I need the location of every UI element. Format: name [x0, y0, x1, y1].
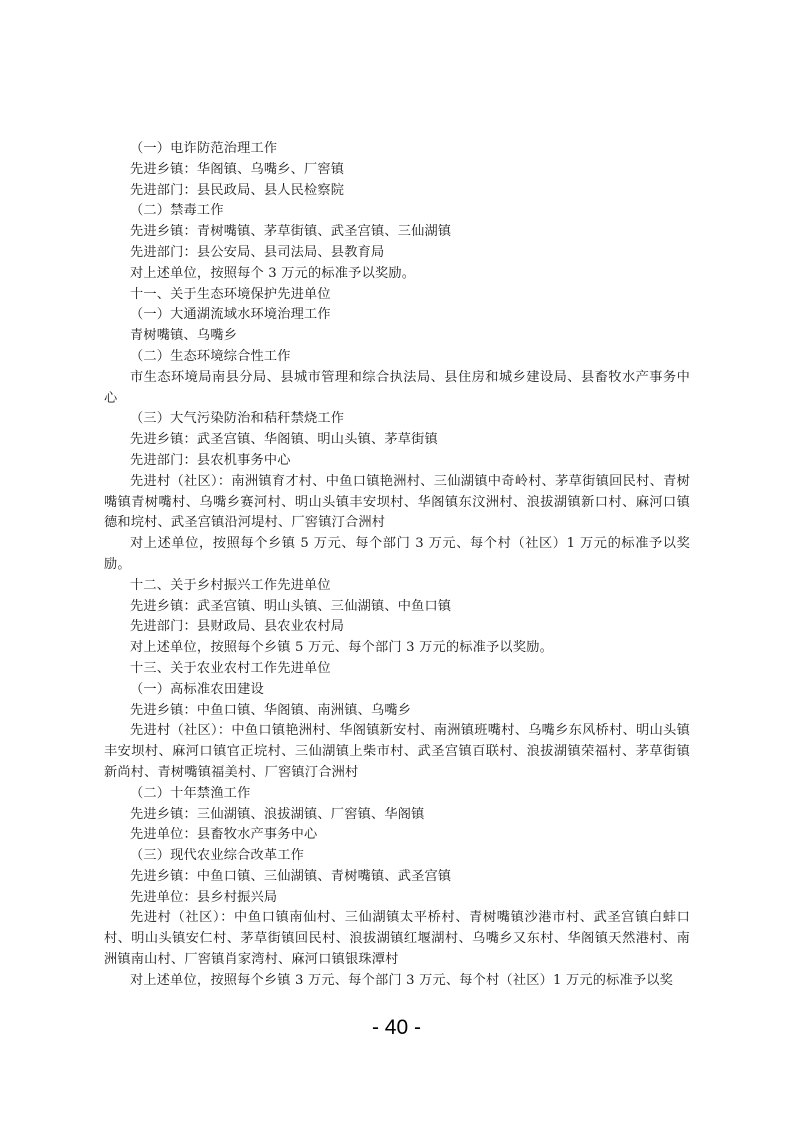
text-line: 先进乡镇：中鱼口镇、三仙湖镇、青树嘴镇、武圣宫镇: [130, 868, 452, 884]
section-heading: （一）高标准农田建设: [130, 681, 264, 697]
section-heading: （二）禁毒工作: [130, 203, 224, 219]
text-line: 先进乡镇：华阁镇、乌嘴乡、厂窖镇: [130, 161, 345, 177]
text-line: 青树嘴镇、乌嘴乡: [130, 328, 238, 344]
text-paragraph: 先进村（社区）：中鱼口镇南仙村、三仙湖镇太平桥村、青树嘴镇沙港市村、武圣宫镇白蚌口村、明山头镇安仁村、茅草街镇回民村、浪拔湖镇红堰湖村、乌嘴乡又东村、华阁镇天然港村、南洲镇南山村、厂窖镇肖家湾村、麻河口镇银珠潭村: [104, 910, 690, 968]
chapter-heading: 十一、关于生态环境保护先进单位: [130, 286, 331, 302]
text-line: 先进乡镇：中鱼口镇、华阁镇、南洲镇、乌嘴乡: [130, 702, 412, 718]
section-heading: （一）大通湖流域水环境治理工作: [130, 307, 331, 323]
chapter-heading: 十二、关于乡村振兴工作先进单位: [130, 577, 331, 593]
document-body: [104, 139, 690, 992]
section-heading: （三）现代农业综合改革工作: [130, 848, 305, 864]
text-line: 先进部门：县民政局、县人民检察院: [130, 182, 345, 198]
page-number: - 40 -: [371, 1016, 421, 1039]
section-heading: （二）生态环境综合性工作: [130, 348, 291, 364]
text-line: 先进乡镇：武圣宫镇、华阁镇、明山头镇、茅草街镇: [130, 432, 438, 448]
text-line: 先进单位：县畜牧水产事务中心: [130, 827, 318, 843]
text-paragraph: 市生态环境局南县分局、县城市管理和综合执法局、县住房和城乡建设局、县畜牧水产事务中心: [104, 369, 690, 406]
text-line: 先进部门：县财政局、县农业农村局: [130, 619, 345, 635]
chapter-heading: 十三、关于农业农村工作先进单位: [130, 660, 331, 676]
section-heading: （三）大气污染防治和秸秆禁烧工作: [130, 411, 345, 427]
section-heading: （一）电诈防范治理工作: [130, 141, 278, 156]
reward-note: 对上述单位，按照每个乡镇 3 万元、每个部门 3 万元、每个村（社区）1 万元的标准予以奖: [130, 972, 674, 988]
reward-note: 对上述单位，按照每个乡镇 5 万元、每个部门 3 万元、每个村（社区）1 万元的标准予以奖励。: [104, 536, 690, 572]
text-line: 先进乡镇：武圣宫镇、明山头镇、三仙湖镇、中鱼口镇: [130, 598, 452, 614]
text-line: 先进部门：县公安局、县司法局、县教育局: [130, 244, 385, 260]
reward-note: 对上述单位，按照每个 3 万元的标准予以奖励。: [130, 265, 416, 281]
section-heading: （二）十年禁渔工作: [130, 785, 251, 801]
text-line: 先进单位：县乡村振兴局: [130, 889, 278, 905]
text-line: 先进部门：县农机事务中心: [130, 452, 291, 468]
text-line: 先进乡镇：青树嘴镇、茅草街镇、武圣宫镇、三仙湖镇: [130, 224, 452, 240]
reward-note: 对上述单位，按照每个乡镇 5 万元、每个部门 3 万元的标准予以奖励。: [130, 640, 553, 656]
text-line: 先进乡镇：三仙湖镇、浪拔湖镇、厂窖镇、华阁镇: [130, 806, 425, 822]
text-paragraph: 先进村（社区）：南洲镇育才村、中鱼口镇艳洲村、三仙湖镇中奇岭村、茅草街镇回民村、青树嘴镇青树嘴村、乌嘴乡赛河村、明山头镇丰安坝村、华阁镇东汶洲村、浪拔湖镇新口村、麻河口镇德和垸村、武圣宫镇沿河堤村、厂窖镇汀合洲村: [104, 473, 690, 531]
text-paragraph: 先进村（社区）：中鱼口镇艳洲村、华阁镇新安村、南洲镇班嘴村、乌嘴乡东风桥村、明山头镇丰安坝村、麻河口镇官正垸村、三仙湖镇上柴市村、武圣宫镇百联村、浪拔湖镇荣福村、茅草街镇新尚村、青树嘴镇福美村、厂窖镇汀合洲村: [104, 723, 690, 780]
